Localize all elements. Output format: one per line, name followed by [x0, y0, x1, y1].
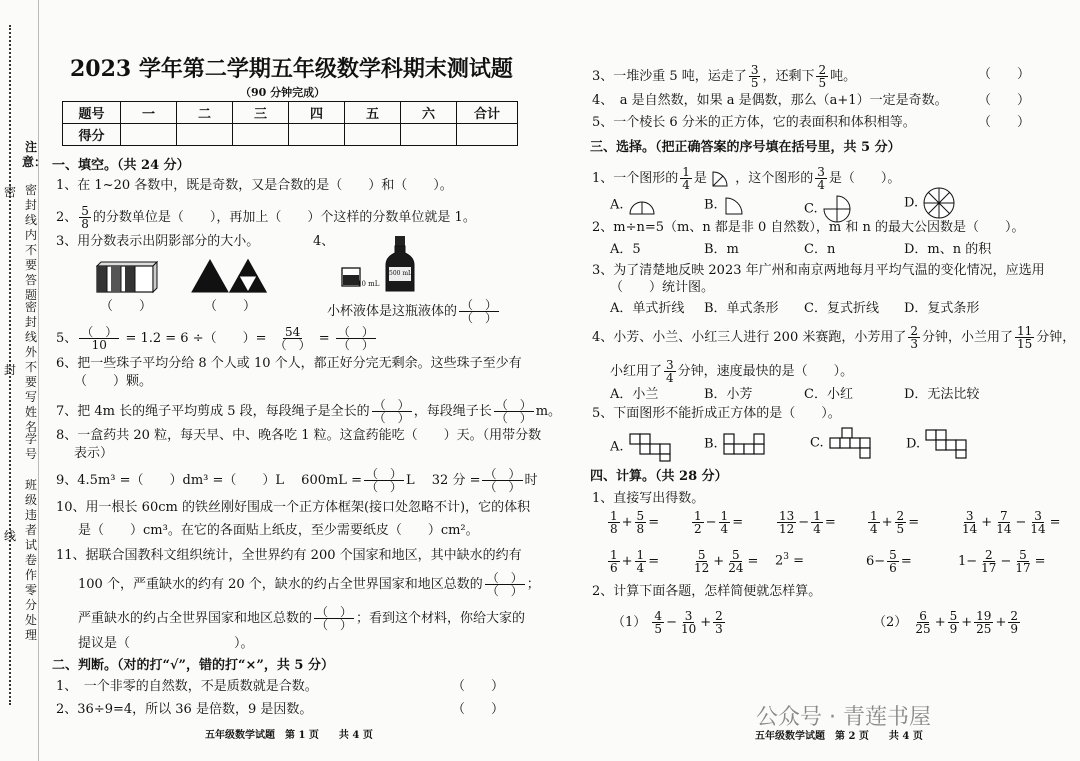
judge-4-answer[interactable]: （ ） [978, 93, 1031, 108]
cube-net-d-icon [924, 428, 972, 460]
question-9-text-b: 600mL = [301, 473, 362, 488]
fraction [79, 205, 91, 230]
question-11-text-d: ；看到这个材料，你给大家的 [356, 611, 526, 626]
fraction-blank[interactable] [364, 468, 404, 493]
margin-student-id: 学号 [24, 432, 37, 461]
score-input-cell[interactable] [121, 124, 177, 146]
score-input-cell[interactable] [345, 124, 401, 146]
question-10-line-1: 10、用一根长 60cm 的铁丝刚好围成一个正方体框架(接口处忽略不计)，它的体积 [56, 500, 531, 515]
choice-1-text-a: 1、一个图形的 [592, 171, 679, 186]
shaded-triangles-figure [190, 258, 268, 294]
judge-3-text-a: 3、一堆沙重 5 吨，运走了 [592, 69, 747, 84]
question-5-number: 5、 [56, 331, 78, 346]
numerator: 1 [610, 548, 618, 562]
numerator: （ ） [373, 398, 410, 412]
choice-3-option-c[interactable]: C．复式折线 [804, 301, 879, 316]
numerator: 13 [779, 509, 795, 523]
cube-net-b-icon [722, 432, 774, 456]
calc-2-problem-1 [612, 610, 727, 635]
denominator: 4 [666, 371, 674, 385]
denominator: （ ） [274, 338, 311, 352]
numerator: 5 [81, 204, 89, 218]
numerator: 2 [910, 324, 918, 338]
denominator: 3 [910, 337, 918, 351]
numerator: 2 [896, 509, 905, 523]
quarter-circle-shape-icon [711, 170, 731, 188]
numerator: 7 [1000, 509, 1008, 523]
cube-net-a-icon [628, 432, 680, 462]
score-table-score-row [63, 124, 518, 146]
score-input-cell[interactable] [177, 124, 233, 146]
bottle-icon [384, 235, 416, 293]
fraction [777, 510, 796, 535]
choice-2-option-c[interactable]: C．n [804, 242, 836, 257]
seal-mark-mi: 密 [4, 185, 17, 199]
score-cell: 一 [121, 102, 177, 124]
denominator: （ ） [461, 311, 498, 325]
denominator: 8 [636, 522, 645, 536]
judge-3-text-c: 吨。 [830, 69, 857, 84]
numerator: （ ） [495, 398, 532, 412]
fraction [913, 610, 932, 635]
numerator: 3 [965, 509, 974, 523]
score-cell: 五 [345, 102, 401, 124]
denominator: 3 [715, 622, 723, 636]
denominator: 14 [962, 522, 978, 536]
fraction [816, 64, 828, 89]
numerator: 1 [636, 548, 645, 562]
numerator: 3 [817, 165, 825, 179]
score-cell: 合计 [457, 102, 518, 124]
question-9-text-a: 9、4.5m³ =（ ）dm³ =（ ）L [56, 473, 285, 488]
score-cell: 四 [289, 102, 345, 124]
numerator: 5 [1019, 548, 1027, 562]
calc-2-heading: 2、计算下面各题，怎样简便就怎样算。 [592, 584, 822, 599]
option-a-label[interactable]: A. [610, 197, 624, 213]
fraction [713, 610, 725, 635]
numerator: 1 [610, 509, 618, 523]
denominator: 25 [915, 622, 931, 636]
fraction [680, 166, 692, 191]
section-1-heading: 一、填空。（共 24 分） [52, 158, 190, 173]
denominator: 5 [750, 76, 759, 90]
numerator: 2 [715, 609, 723, 623]
choice-4-line-2 [610, 359, 853, 384]
option-b-label: B. [704, 436, 718, 452]
denominator: （ ） [373, 411, 410, 425]
numerator: 1 [870, 509, 878, 523]
judge-2: 2、36÷9=4，所以 36 是倍数，9 是因数。 [56, 702, 313, 717]
question-9-unit-l: L [406, 473, 415, 488]
semicircle-option-icon [628, 194, 656, 216]
question-1: 1、在 1~20 各数中，既是奇数，又是合数的是（ ）和（ ）。 [56, 178, 453, 193]
denominator: 5 [818, 76, 827, 90]
question-7 [56, 399, 561, 424]
fraction-blank[interactable] [494, 399, 534, 424]
numerator: 19 [976, 609, 992, 623]
choice-4-text-a: 4、小芳、小兰、小红三人进行 200 米赛跑，小芳用了 [592, 330, 907, 345]
calc-2-problem-2 [873, 610, 1022, 635]
fraction [974, 610, 993, 635]
choice-5-option-c[interactable] [810, 426, 876, 460]
choice-4-option-d[interactable]: D．无法比较 [904, 387, 980, 402]
numerator: 6 [919, 609, 927, 623]
judge-5-answer[interactable]: （ ） [978, 115, 1031, 130]
numerator: 3 [750, 63, 759, 77]
judge-3-answer[interactable]: （ ） [978, 67, 1031, 82]
fraction-blank[interactable] [459, 299, 499, 324]
option-c-label[interactable]: C. [804, 201, 818, 217]
denominator: （ ） [486, 584, 523, 598]
judge-1-answer[interactable]: （ ） [452, 679, 505, 694]
fraction [868, 510, 880, 535]
numerator: 4 [654, 609, 663, 623]
fraction [908, 325, 920, 350]
score-input-cell[interactable] [289, 124, 345, 146]
fraction [719, 510, 731, 535]
question-11-line-2: 100 个，严重缺水的约有 20 个，缺水的约占全世界国家和地区总数的 $\frac{( )}{( )}$ ； [78, 571, 540, 598]
fraction [692, 510, 704, 535]
seal-mark-xian: 线 [4, 529, 17, 543]
numerator: （ ） [365, 467, 402, 481]
denominator: 10 [680, 622, 697, 636]
denominator: 9 [949, 622, 958, 636]
binding-margin [0, 0, 50, 761]
numerator: （ ） [486, 571, 523, 585]
q3-answer-blank-2[interactable]: （ ） [204, 299, 257, 314]
numerator: 54 [284, 325, 301, 339]
fraction-blank[interactable] [372, 399, 412, 424]
page-title: 2023 学年第二学期五年级数学科期末测试题 [70, 56, 513, 82]
choice-4-text-d: 小红用了 [610, 364, 663, 379]
shaded-bars-figure [93, 258, 159, 294]
denominator: （ ） [316, 618, 353, 632]
question-8-line-1: 8、一盒药共 20 粒，每天早、中、晚各吃 1 粒。这盒药能吃（ ）天。（用带分数 [56, 428, 542, 443]
denominator: 10 [91, 338, 107, 352]
section-3-heading: 三、选择。（把正确答案的序号填在括号里，共 5 分） [590, 140, 901, 155]
question-6-line-1: 6、把一些珠子平均分给 8 个人或 10 个人，都正好分完无剩余。这些珠子至少有 [56, 356, 522, 371]
calc-expression: $2^3$ = [775, 552, 805, 569]
score-cell: 三 [233, 102, 289, 124]
question-5: 5、 $\frac{( )}{10}$ = 1.2 = 6 ÷（ ）= $\frac{54}{( )}$ = $\frac{( )}{( )}$ [56, 325, 374, 352]
choice-5: 5、下面图形不能折成正方体的是（ ）。 [592, 406, 841, 421]
question-11-line-1: 11、据联合国教科文组织统计，全世界约有 200 个国家和地区，其中缺水的约有 [56, 548, 522, 563]
calc-expression: $\frac{1}{2}$ − $\frac{1}{4}$ = [694, 509, 744, 536]
calc-expression: 6− $\frac{5}{6}$ = [866, 548, 912, 575]
question-4-number: 4、 [313, 234, 335, 249]
watermark: 公众号 · 青莲书屋 [756, 705, 931, 730]
numerator: 2 [1010, 609, 1018, 623]
fraction [994, 510, 1013, 535]
denominator: 17 [1015, 561, 1031, 575]
cube-net-c-icon [828, 426, 876, 460]
score-table [62, 101, 518, 146]
question-9-unit-hour: 时 [524, 473, 538, 488]
question-10-line-2: 是（ ）cm³。在它的各面贴上纸皮，至少需要纸皮（ ）cm²。 [78, 523, 479, 538]
choice-1 [592, 166, 900, 191]
question-6-line-2: （ ）颗。 [74, 374, 153, 389]
option-d-label: D. [906, 436, 921, 452]
numerator: 2 [984, 548, 993, 562]
small-cup-label: 10 mL [357, 280, 380, 288]
calc-expression: $\frac{3}{14}$ + $\frac{7}{14}$ − $\frac{3}{14}$ = [962, 509, 1061, 536]
problem-number: （2） [873, 615, 908, 630]
denominator: 14 [1030, 522, 1046, 536]
choice-2-option-d[interactable]: D．m、n 的积 [904, 242, 992, 257]
choice-1-text-d: 是（ ）。 [828, 171, 901, 186]
numerator: 1 [694, 509, 702, 523]
denominator: 12 [779, 522, 795, 536]
denominator: 4 [682, 178, 690, 192]
denominator: （ ） [337, 338, 374, 352]
page-footer-1: 五年级数学试题 第 1 页 共 4 页 [205, 730, 373, 741]
fraction-blank[interactable] [485, 572, 525, 597]
denominator: 8 [610, 522, 618, 536]
denominator: 9 [1010, 622, 1018, 636]
bottle-label: 500 mL [389, 270, 413, 277]
option-a-label: A. [610, 439, 624, 455]
fraction [811, 510, 823, 535]
problem-number: （1） [612, 615, 647, 630]
question-7-text-a: 7、把 4m 长的绳子平均剪成 5 段，每段绳子是全长的 [56, 404, 370, 419]
calc-2-expression-2: $\frac{6}{25}$ + $\frac{5}{9}$ + $\frac{19}{25}$ + $\frac{2}{9}$ [915, 609, 1018, 636]
judge-3-text-b: ，还剩下 [762, 69, 815, 84]
fraction [948, 610, 960, 635]
judge-2-answer[interactable]: （ ） [452, 702, 505, 717]
choice-4-line-1 [592, 325, 1075, 350]
question-11-text-b: 100 个，严重缺水的约有 20 个，缺水的约占全世界国家和地区总数的 [78, 577, 483, 592]
fraction [692, 549, 711, 574]
question-2-text: 的分数单位是（ ），再加上（ ）个这样的分数单位就是 1。 [92, 210, 476, 225]
calc-expression: 1− $\frac{2}{17}$ − $\frac{5}{17}$ = [958, 548, 1046, 575]
margin-note-3: 班级违者试卷作零分处理 [24, 478, 37, 642]
choice-2-option-a[interactable]: A．5 [610, 242, 641, 257]
choice-5-option-a[interactable] [610, 432, 680, 462]
numerator: 3 [684, 609, 693, 623]
fraction [652, 610, 664, 635]
question-2-number: 2、 [56, 210, 78, 225]
denominator: 8 [81, 217, 89, 231]
section-4-heading: 四、计算。（共 28 分） [590, 469, 728, 484]
fraction [1028, 510, 1047, 535]
margin-note-1: 密封线内不要答题 [24, 183, 37, 302]
question-9 [56, 468, 538, 493]
choice-1-text-c: ，这个图形的 [735, 171, 814, 186]
question-11-line-4: 提议是（ ）。 [78, 636, 254, 651]
denominator: 5 [896, 522, 905, 536]
numerator: 5 [697, 548, 706, 562]
question-4-text [327, 299, 501, 324]
full-circle-option-icon [922, 186, 956, 220]
choice-2-option-b[interactable]: B．m [704, 242, 739, 257]
choice-1-options [610, 194, 656, 216]
question-7-unit: m。 [535, 404, 562, 419]
judge-5: 5、一个棱长 6 分米的正方体，它的表面积和体积相等。 [592, 115, 916, 130]
score-cell: 二 [177, 102, 233, 124]
score-input-cell[interactable] [233, 124, 289, 146]
denominator: 2 [694, 522, 702, 536]
fraction [679, 610, 698, 635]
calc-expression: $\frac{13}{12}$ − $\frac{1}{4}$ = [779, 509, 836, 536]
fraction [960, 510, 979, 535]
margin-note-2: 密封线外不要写姓名 [24, 300, 37, 434]
denominator: 4 [720, 522, 729, 536]
question-4-prompt: 小杯液体是这瓶液体的 [327, 304, 458, 319]
numerator: 1 [813, 509, 821, 523]
seal-mark-feng: 封 [4, 363, 17, 377]
option-d-label[interactable]: D. [904, 195, 919, 211]
calc-expression: $\frac{5}{12}$ + $\frac{5}{24}$ = [694, 548, 759, 575]
choice-4-option-a[interactable]: A．小兰 [610, 387, 659, 402]
fraction [608, 510, 620, 535]
fraction [887, 549, 899, 574]
choice-4-option-c[interactable]: C．小红 [804, 387, 853, 402]
numerator: 5 [889, 548, 897, 562]
fan-option-icon [722, 194, 750, 216]
denominator: 12 [694, 561, 710, 575]
calc-expression: $\frac{1}{8}$ + $\frac{5}{8}$ = [610, 509, 660, 536]
denominator: （ ） [484, 480, 521, 494]
numerator: 3 [1034, 509, 1042, 523]
choice-4-text-c: 分钟， [1036, 330, 1076, 345]
fraction [815, 166, 827, 191]
choice-5-option-b[interactable] [704, 432, 774, 456]
numerator: 1 [682, 165, 690, 179]
choice-4-text-b: 分钟，小兰用了 [922, 330, 1014, 345]
denominator: （ ） [495, 411, 532, 425]
question-9-text-d: 32 分 = [431, 473, 481, 488]
fraction-blank[interactable] [482, 468, 522, 493]
score-row-label: 得分 [63, 124, 121, 146]
question-11-line-3 [78, 606, 525, 631]
fraction [979, 549, 998, 574]
choice-2: 2、m÷n=5（m、n 都是非 0 自然数），m 和 n 的最大公因数是（ ）。 [592, 220, 1025, 235]
numerator: 11 [1017, 324, 1033, 338]
question-7-text-b: ，每段绳子长 [413, 404, 492, 419]
score-input-cell[interactable] [401, 124, 457, 146]
fraction [726, 549, 745, 574]
choice-4-text-e: 分钟，速度最快的是（ ）。 [677, 364, 854, 379]
denominator: 6 [889, 561, 897, 575]
fraction [1008, 610, 1020, 635]
numerator: 5 [949, 609, 958, 623]
question-3: 3、用分数表示出阴影部分的大小。 [56, 234, 260, 249]
fraction-blank[interactable] [79, 326, 119, 351]
fraction [635, 549, 647, 574]
choice-1-option-d [904, 186, 956, 220]
fraction [895, 510, 907, 535]
numerator: 5 [732, 548, 740, 562]
calc-1-heading: 1、直接写出得数。 [592, 491, 705, 506]
numerator: 1 [720, 509, 729, 523]
numerator: 3 [666, 358, 674, 372]
judge-4: 4、 a 是自然数，如果 a 是偶数，那么（a+1）一定是奇数。 [592, 93, 948, 108]
calc-2-expression-1: $\frac{4}{5}$ − $\frac{3}{10}$ + $\frac{2}{3}$ [654, 609, 723, 636]
numerator: 5 [636, 509, 645, 523]
fraction [273, 326, 313, 351]
q3-answer-blank-1[interactable]: （ ） [100, 299, 153, 314]
denominator: （ ） [365, 480, 402, 494]
denominator: 4 [636, 561, 645, 575]
score-input-cell[interactable] [457, 124, 518, 146]
numerator: （ ） [81, 325, 118, 339]
fraction [608, 549, 620, 574]
fraction [749, 64, 761, 89]
denominator: 6 [610, 561, 618, 575]
denominator: 5 [654, 622, 663, 636]
fraction [635, 510, 647, 535]
numerator: 2 [818, 63, 827, 77]
numerator: （ ） [316, 605, 353, 619]
fraction-blank[interactable] [336, 326, 376, 351]
judge-1: 1、 一个非零的自然数，不是质数就是合数。 [56, 679, 318, 694]
option-c-label: C. [810, 435, 824, 451]
choice-4-option-b[interactable]: B．小芳 [704, 387, 753, 402]
calc-expression: $\frac{1}{4}$ + $\frac{2}{5}$ = [870, 509, 920, 536]
score-cell: 题号 [63, 102, 121, 124]
score-table-header-row [63, 102, 518, 124]
choice-3-option-a[interactable]: A．单式折线 [610, 301, 685, 316]
choice-3-option-b[interactable]: B．单式条形 [704, 301, 779, 316]
choice-1-option-b [704, 194, 750, 216]
denominator: 14 [996, 522, 1012, 536]
question-11-text-c: 严重缺水的约占全世界国家和地区总数的 [78, 611, 313, 626]
numerator: （ ） [337, 325, 374, 339]
denominator: 4 [817, 178, 825, 192]
question-8-line-2: 表示） [74, 446, 114, 461]
question-2 [56, 205, 476, 230]
fraction-blank[interactable] [314, 606, 354, 631]
fraction [664, 359, 676, 384]
choice-3-line-2: （ ）统计图。 [610, 280, 715, 295]
page-subtitle: （90 分钟完成） [240, 86, 326, 99]
score-cell: 六 [401, 102, 457, 124]
denominator: 15 [1017, 337, 1033, 351]
judge-3 [592, 64, 856, 89]
section-2-heading: 二、判断。（对的打“√”，错的打“×”，共 5 分） [52, 658, 334, 673]
choice-3-line-1: 3、为了清楚地反映 2023 年广州和南京两地每月平均气温的变化情况，应选用 [592, 263, 1045, 278]
choice-5-option-d[interactable] [906, 428, 972, 460]
denominator: 4 [870, 522, 878, 536]
numerator: （ ） [461, 298, 498, 312]
denominator: 24 [728, 561, 744, 575]
choice-1-text-b: 是 [693, 171, 707, 186]
margin-note-label: 注意： [22, 140, 47, 169]
denominator: 17 [981, 561, 997, 575]
denominator: 25 [976, 622, 992, 636]
choice-3-option-d[interactable]: D．复式条形 [904, 301, 980, 316]
fraction [1015, 325, 1034, 350]
option-b-label[interactable]: B. [704, 197, 718, 213]
fraction [1013, 549, 1032, 574]
page-footer-2: 五年级数学试题 第 2 页 共 4 页 [755, 731, 923, 742]
numerator: （ ） [484, 467, 521, 481]
denominator: 4 [813, 522, 821, 536]
calc-expression: $\frac{1}{6}$ + $\frac{1}{4}$ = [610, 548, 660, 575]
question-5-text: = 1.2 = 6 ÷（ ）= [125, 331, 267, 346]
